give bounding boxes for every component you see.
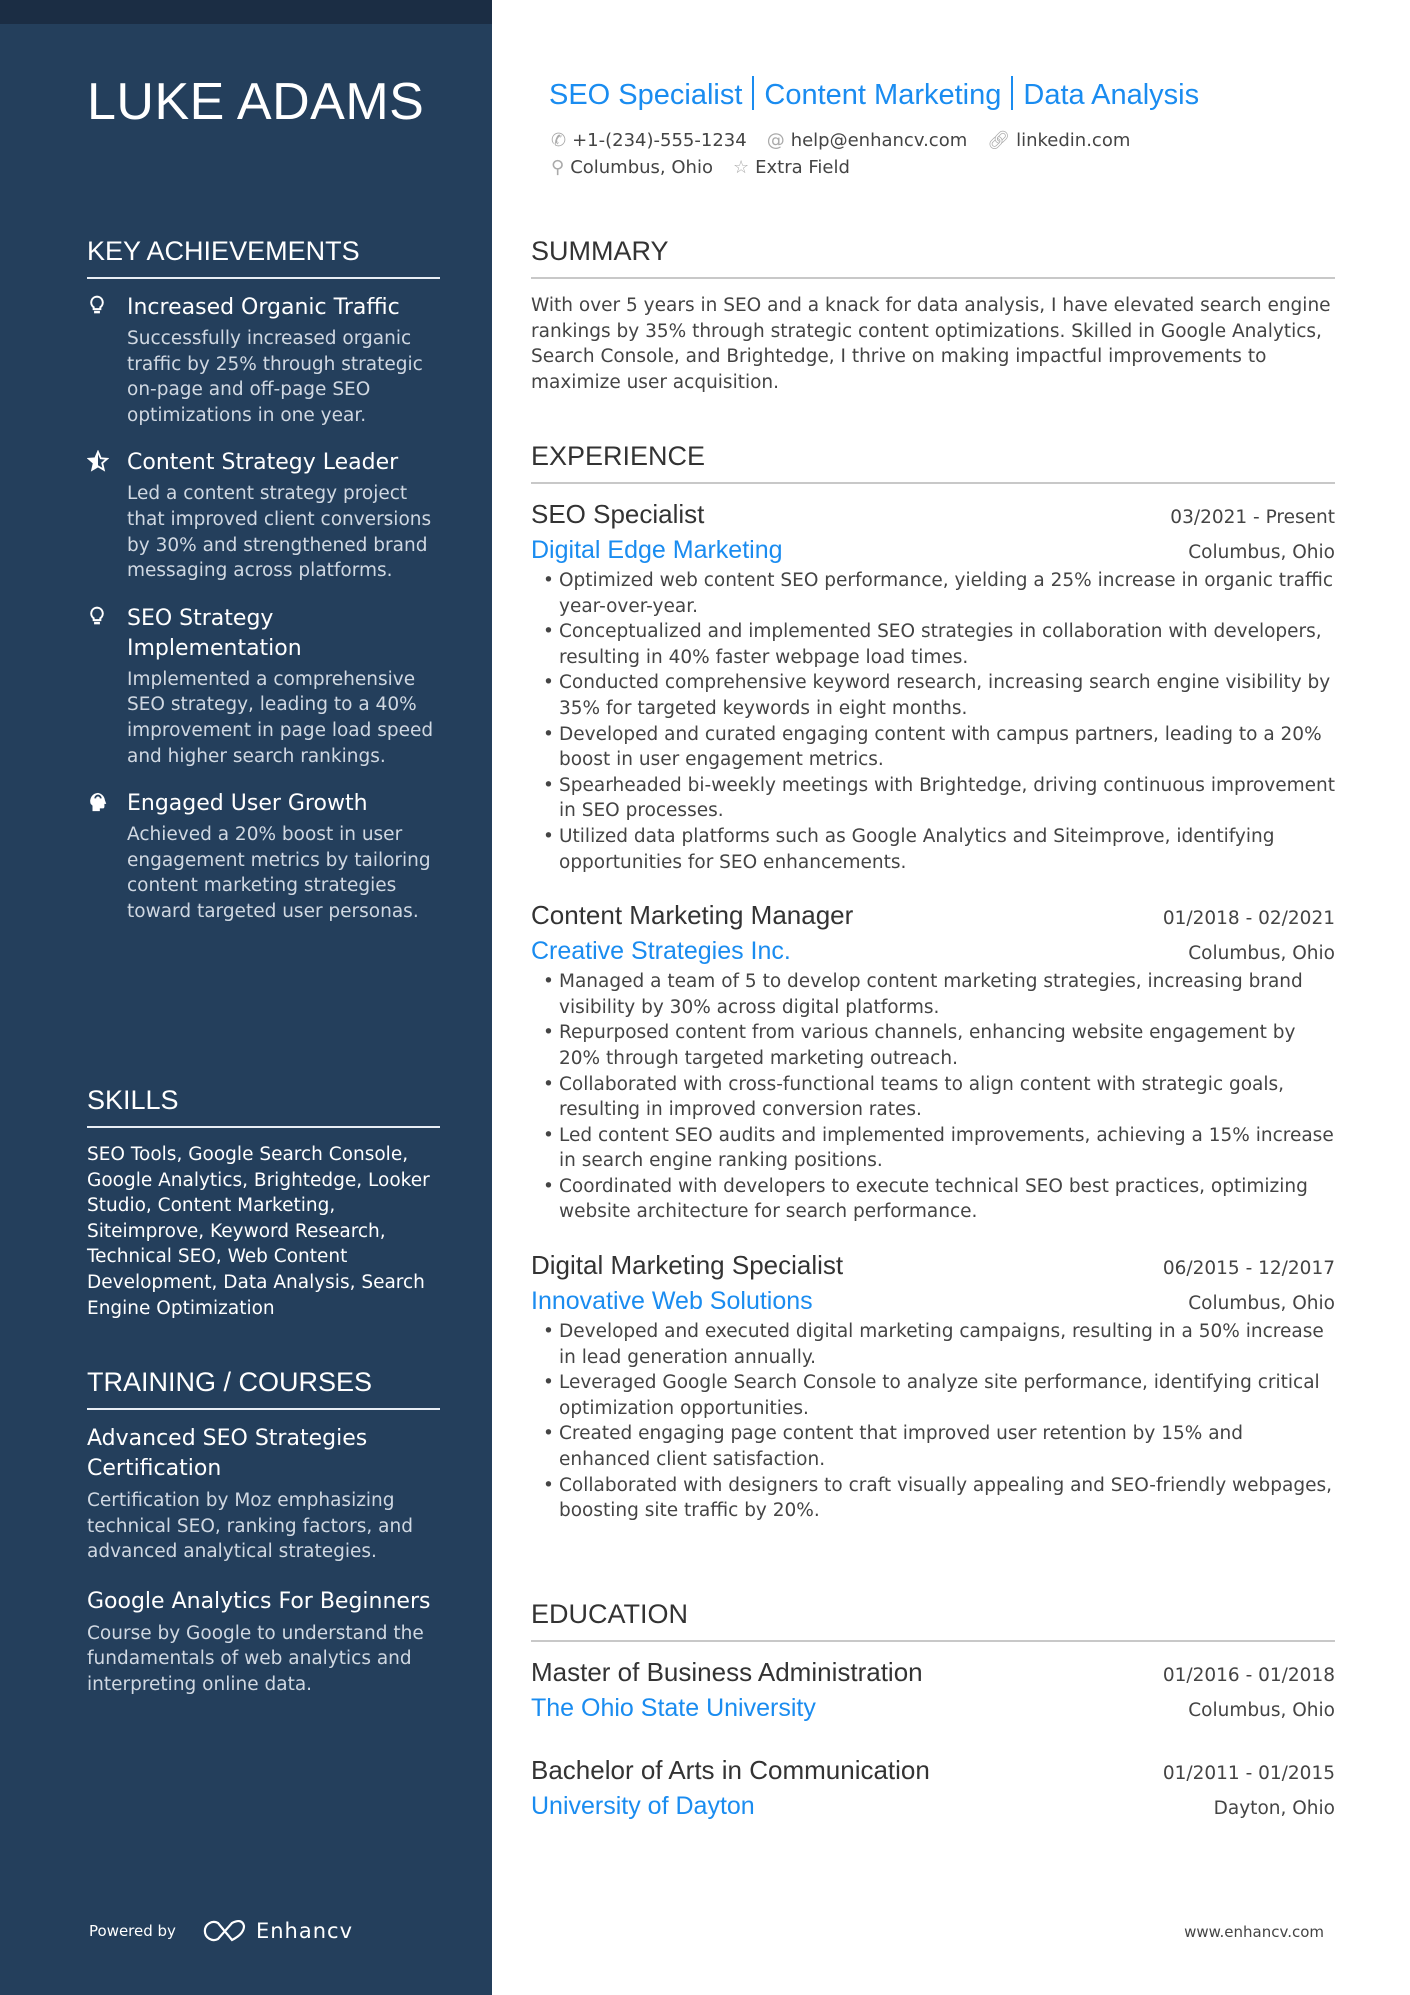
bullet-item: • Conducted comprehensive keyword research, increasing search engine visibility by 35% for targeted keywords in eight months. xyxy=(531,670,1335,721)
phone-text: +1-(234)-555-1234 xyxy=(572,130,747,151)
email[interactable] xyxy=(767,130,968,151)
summary-heading: SUMMARY xyxy=(531,236,1335,279)
job-dates: 01/2018 - 02/2021 xyxy=(1162,908,1335,930)
headline-role-1: SEO Specialist xyxy=(549,79,743,111)
star-icon xyxy=(87,450,109,472)
company-name[interactable]: Creative Strategies Inc. xyxy=(531,937,791,966)
lightbulb-icon xyxy=(87,295,109,317)
training-section xyxy=(87,1367,447,1720)
enhancv-logo-icon xyxy=(202,1918,248,1944)
bullet-item: • Spearheaded bi-weekly meetings with Brightedge, driving continuous improvement in SEO processes. xyxy=(531,773,1335,824)
linkedin[interactable] xyxy=(987,130,1130,151)
headline-separator xyxy=(752,76,754,110)
bullet-item: • Coordinated with developers to execute technical SEO best practices, optimizing website architecture for search performance. xyxy=(531,1174,1335,1225)
education-heading: EDUCATION xyxy=(531,1599,1335,1642)
footer-url[interactable]: www.enhancv.com xyxy=(1184,1923,1324,1941)
job-location: Columbus, Ohio xyxy=(1188,542,1335,563)
job-subheader xyxy=(531,532,1335,568)
at-icon: @ xyxy=(766,130,785,151)
education-location: Dayton, Ohio xyxy=(1213,1798,1335,1819)
training-description: Certification by Moz emphasizing technical SEO, ranking factors, and advanced analytical strategies. xyxy=(87,1490,413,1563)
achievement-item xyxy=(87,448,440,583)
achievements-heading: KEY ACHIEVEMENTS xyxy=(87,236,440,279)
achievement-description: Implemented a comprehensive SEO strategy, leading to a 40% improvement in page load speed and higher search rankings. xyxy=(127,668,434,767)
headline-role-3: Data Analysis xyxy=(1023,79,1200,111)
achievement-title: Increased Organic Traffic xyxy=(127,295,400,320)
jobs-list xyxy=(531,496,1335,1524)
star-icon: ☆ xyxy=(732,157,750,178)
enhancv-logo[interactable] xyxy=(202,1918,353,1944)
job-header xyxy=(531,1247,1335,1283)
bullet-item: • Utilized data platforms such as Google Analytics and Siteimprove, identifying opportunities for SEO enhancements. xyxy=(531,824,1335,875)
email-text: help@enhancv.com xyxy=(790,130,968,151)
link-icon: 🔗︎ xyxy=(987,130,1011,151)
headline-role-2: Content Marketing xyxy=(764,79,1002,111)
bullet-item: • Leveraged Google Search Console to analyze site performance, identifying critical optimization opportunities. xyxy=(531,1370,1335,1421)
powered-by-label: Powered by xyxy=(89,1922,176,1940)
bullet-item: • Collaborated with cross-functional teams to align content with strategic goals, resulting in improved conversion rates. xyxy=(531,1072,1335,1123)
achievement-item xyxy=(87,604,440,769)
degree: Bachelor of Arts in Communication xyxy=(531,1755,930,1785)
achievement-description: Led a content strategy project that improved client conversions by 30% and strengthened brand messaging across platforms. xyxy=(127,483,432,582)
skills-section xyxy=(87,1085,447,1321)
job-subheader xyxy=(531,1283,1335,1319)
summary-section xyxy=(531,236,1335,395)
extra-field-text: Extra Field xyxy=(755,157,850,178)
education-header xyxy=(531,1752,1335,1788)
education-dates: 01/2011 - 01/2015 xyxy=(1162,1763,1335,1784)
training-list xyxy=(87,1424,447,1698)
bullet-item: • Conceptualized and implemented SEO strategies in collaboration with developers, resulting in 40% faster webpage load times. xyxy=(531,619,1335,670)
linkedin-text: linkedin.com xyxy=(1016,130,1131,151)
skills-text: SEO Tools, Google Search Console, Google Analytics, Brightedge, Looker Studio, Content Marketing, Siteimprove, Keyword Research, Technical SEO, Web Content Development, Data Analysis, Search Engine Optimization xyxy=(87,1144,430,1319)
education-subheader xyxy=(531,1788,1335,1824)
enhancv-brand: Enhancv xyxy=(255,1919,353,1943)
contact-row-2 xyxy=(551,157,850,178)
head-icon xyxy=(87,791,109,813)
contact-row-1 xyxy=(551,130,1130,151)
training-description: Course by Google to understand the fundamentals of web analytics and interpreting online data. xyxy=(87,1622,424,1695)
job-entry xyxy=(531,897,1335,1225)
extra-field xyxy=(733,157,850,178)
location-text: Columbus, Ohio xyxy=(570,157,713,178)
job-header xyxy=(531,897,1335,933)
sidebar xyxy=(0,0,492,1995)
bullet-item: • Developed and executed digital marketing campaigns, resulting in a 50% increase in lead generation annually. xyxy=(531,1319,1335,1370)
education-dates: 01/2016 - 01/2018 xyxy=(1162,1665,1335,1686)
job-title: Content Marketing Manager xyxy=(531,900,854,931)
training-item xyxy=(87,1587,447,1698)
job-bullets xyxy=(531,1319,1335,1524)
degree: Master of Business Administration xyxy=(531,1657,923,1687)
job-bullets xyxy=(531,969,1335,1225)
phone[interactable] xyxy=(551,130,747,151)
training-heading: TRAINING / COURSES xyxy=(87,1367,440,1410)
training-title: Google Analytics For Beginners xyxy=(87,1588,431,1614)
company-name[interactable]: Digital Edge Marketing xyxy=(531,536,783,564)
bullet-item: • Led content SEO audits and implemented improvements, achieving a 15% increase in search engine ranking positions. xyxy=(531,1123,1335,1174)
lightbulb-icon xyxy=(87,606,109,628)
training-title: Advanced SEO Strategies Certification xyxy=(87,1426,368,1481)
candidate-name: LUKE ADAMS xyxy=(87,73,425,131)
bullet-item: • Collaborated with designers to craft visually appealing and SEO-friendly webpages, boosting site traffic by 20%. xyxy=(531,1473,1335,1524)
education-list xyxy=(531,1654,1335,1824)
school-name[interactable]: The Ohio State University xyxy=(531,1694,816,1722)
achievement-description: Successfully increased organic traffic by 25% through strategic on-page and off-page SEO optimizations in one year. xyxy=(127,328,423,426)
bullet-item: • Created engaging page content that improved user retention by 15% and enhanced client satisfaction. xyxy=(531,1421,1335,1472)
job-title: SEO Specialist xyxy=(531,499,705,529)
skills-heading: SKILLS xyxy=(87,1085,440,1128)
experience-section xyxy=(531,441,1335,1546)
job-header xyxy=(531,496,1335,532)
bullet-item: • Developed and curated engaging content with campus partners, leading to a 20% boost in user engagement metrics. xyxy=(531,722,1335,773)
job-location: Columbus, Ohio xyxy=(1188,1293,1335,1315)
school-name[interactable]: University of Dayton xyxy=(531,1792,755,1820)
education-subheader xyxy=(531,1690,1335,1726)
job-location: Columbus, Ohio xyxy=(1188,943,1335,965)
experience-heading: EXPERIENCE xyxy=(531,441,1335,484)
job-dates: 06/2015 - 12/2017 xyxy=(1162,1258,1335,1280)
headline-separator xyxy=(1011,76,1013,110)
powered-by xyxy=(89,1918,353,1944)
location-pin-icon: ⚲ xyxy=(551,157,565,178)
education-entry xyxy=(531,1752,1335,1824)
education-entry xyxy=(531,1654,1335,1726)
achievement-title: Engaged User Growth xyxy=(127,791,368,817)
training-item xyxy=(87,1424,447,1565)
education-header xyxy=(531,1654,1335,1690)
summary-text: With over 5 years in SEO and a knack for data analysis, I have elevated search engine rankings by 35% through strategic content optimizations. Skilled in Google Analytics, Search Console, and Brightedge, I thrive on making impactful improvements to maximize user acquisition. xyxy=(531,295,1331,393)
bullet-item: • Optimized web content SEO performance, yielding a 25% increase in organic traffic year-over-year. xyxy=(531,568,1335,619)
achievement-description: Achieved a 20% boost in user engagement metrics by tailoring content marketing strategies toward targeted user personas. xyxy=(127,824,431,922)
achievement-title: SEO Strategy Implementation xyxy=(127,605,302,661)
location xyxy=(551,157,713,178)
bullet-item: • Managed a team of 5 to develop content marketing strategies, increasing brand visibility by 30% across digital platforms. xyxy=(531,969,1335,1020)
achievements-section xyxy=(87,236,440,945)
job-bullets xyxy=(531,568,1335,875)
company-name[interactable]: Innovative Web Solutions xyxy=(531,1287,813,1316)
top-band xyxy=(0,0,492,24)
achievement-item xyxy=(87,789,440,924)
job-entry xyxy=(531,496,1335,875)
headline xyxy=(549,76,1199,112)
achievements-list xyxy=(87,293,440,925)
achievement-title: Content Strategy Leader xyxy=(127,450,399,476)
phone-icon: ✆ xyxy=(551,130,567,151)
job-title: Digital Marketing Specialist xyxy=(531,1250,844,1281)
job-subheader xyxy=(531,933,1335,969)
job-dates: 03/2021 - Present xyxy=(1170,507,1335,528)
education-location: Columbus, Ohio xyxy=(1188,1700,1335,1721)
education-section xyxy=(531,1599,1335,1850)
bullet-item: • Repurposed content from various channels, enhancing website engagement by 20% through targeted marketing outreach. xyxy=(531,1020,1335,1071)
job-entry xyxy=(531,1247,1335,1524)
achievement-item xyxy=(87,293,440,428)
